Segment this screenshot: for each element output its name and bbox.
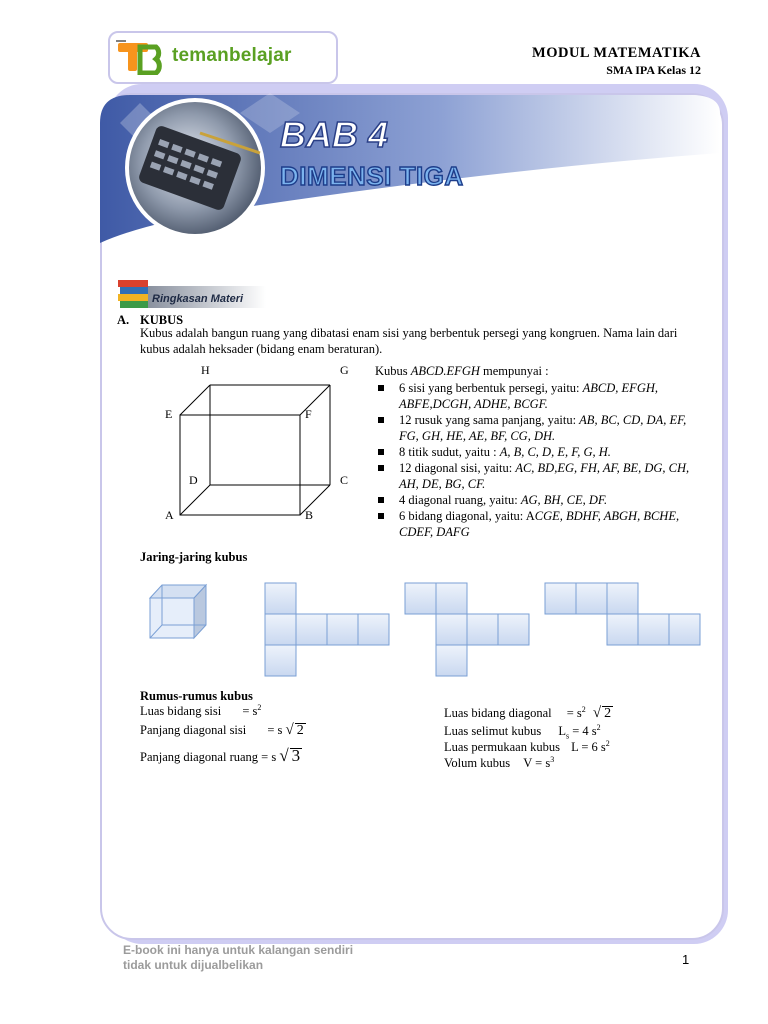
net-1-cell	[296, 614, 327, 645]
list-item	[375, 412, 695, 444]
formulas-title: Rumus-rumus kubus	[140, 689, 253, 703]
formula-luas-selimut	[444, 723, 601, 741]
net-1-cell	[265, 614, 296, 645]
list-item	[375, 444, 695, 460]
formula-volum	[444, 755, 554, 771]
net-2-cell	[405, 583, 436, 614]
net-2-cell	[436, 583, 467, 614]
formula-label: Luas bidang diagonal	[444, 706, 552, 721]
item-values: AC, BD,EG, FH, AF, BE, DG, CH, AH, DE, BG, CF.	[399, 461, 690, 491]
formula-rest: = 4 s	[569, 724, 597, 739]
net-2-cell	[467, 614, 498, 645]
formula-exponent: 2	[596, 723, 601, 732]
vertex-label-d: D	[189, 473, 198, 487]
formula-exponent: 3	[550, 755, 555, 764]
footer-line: E-book ini hanya untuk kalangan sendiri	[123, 943, 354, 957]
transparent-cube-icon	[150, 585, 206, 638]
formula-label: Panjang diagonal sisi	[140, 723, 247, 737]
page-number: 1	[682, 952, 690, 967]
vertex-label-a: A	[165, 508, 174, 522]
list-item	[375, 508, 695, 540]
formula-value: L	[558, 724, 566, 739]
net-3-cell	[669, 614, 700, 645]
vertex-label-h: H	[201, 363, 210, 377]
formula-value: L = 6 s	[571, 740, 606, 755]
intro-suffix: mempunyai :	[479, 364, 549, 378]
item-values: CGE, BDHF, ABGH, BCHE, CDEF, DAFG	[399, 509, 680, 539]
formula-value: = s	[267, 723, 283, 737]
badge-label: Ringkasan Materi	[152, 293, 244, 305]
net-1-cell	[265, 645, 296, 676]
formula-panjang-diagonal-sisi	[140, 722, 306, 739]
vertex-label-c: C	[340, 473, 349, 487]
list-item	[375, 380, 695, 412]
net-3-cell	[607, 614, 638, 645]
formula-label: Luas bidang sisi	[140, 704, 222, 719]
cube-diagram	[155, 360, 365, 525]
chapter-number: BAB 4	[280, 114, 389, 155]
vertex-label-b: B	[305, 508, 314, 522]
formula-label: Luas selimut kubus	[444, 724, 542, 739]
formula-exponent: 2	[257, 703, 262, 712]
formula-radicand: 3	[291, 746, 301, 765]
chapter-banner	[100, 93, 720, 243]
vertex-label-e: E	[165, 407, 173, 421]
formula-luas-bidang-diagonal	[444, 705, 613, 722]
item-text: 12 diagonal sisi, yaitu:	[399, 461, 516, 475]
section-title: KUBUS	[140, 313, 184, 327]
formula-exponent: 2	[581, 705, 586, 714]
net-3-cell	[545, 583, 576, 614]
list-item	[375, 460, 695, 492]
module-header	[532, 45, 701, 78]
sqrt-icon: √	[279, 746, 289, 765]
net-3-cell	[638, 614, 669, 645]
formula-radicand: 2	[296, 723, 304, 738]
item-values: A, B, C, D, E, F, G, H.	[499, 445, 611, 459]
tb-logo-mark-icon	[116, 39, 172, 75]
cube-name: ABCD.EFGH	[410, 364, 480, 378]
section-letter: A.	[117, 313, 130, 327]
item-text: 6 bidang diagonal, yaitu: A	[399, 509, 535, 523]
item-values: AB, BC, CD, DA, EF, FG, GH, HE, AE, BF, CG, DH.	[399, 413, 687, 443]
item-text: 4 diagonal ruang, yaitu:	[399, 493, 521, 507]
sqrt-icon: √	[285, 722, 294, 738]
formula-exponent: 2	[605, 739, 610, 748]
net-1-cell	[265, 583, 296, 614]
logo	[108, 31, 338, 84]
net-2-cell	[436, 645, 467, 676]
formula-luas-permukaan	[444, 739, 610, 755]
formula-value: V = s	[523, 756, 551, 771]
net-3-cell	[576, 583, 607, 614]
item-values: ABCD, EFGH, ABFE,DCGH, ADHE, BCGF.	[399, 381, 658, 411]
formula-label: Volum kubus	[444, 756, 511, 771]
item-text: 6 sisi yang berbentuk persegi, yaitu:	[399, 381, 583, 395]
list-item	[375, 492, 695, 508]
formula-value: = s	[566, 706, 582, 721]
chapter-title: DIMENSI TIGA	[280, 161, 464, 191]
cube-nets-diagram	[140, 578, 710, 688]
footer-line: tidak untuk dijualbelikan	[123, 958, 264, 972]
intro-prefix: Kubus	[375, 364, 411, 378]
nets-title: Jaring-jaring kubus	[140, 550, 248, 564]
module-subtitle: SMA IPA Kelas 12	[606, 63, 701, 77]
module-title: MODUL MATEMATIKA	[532, 45, 701, 61]
formula-luas-bidang-sisi	[140, 703, 261, 719]
net-3-cell	[607, 583, 638, 614]
item-text: 8 titik sudut, yaitu :	[399, 445, 500, 459]
net-1-cell	[358, 614, 389, 645]
logo-text: temanbelajar	[172, 45, 292, 66]
formula-label: Panjang diagonal ruang = s	[140, 750, 277, 764]
properties-intro	[375, 364, 549, 379]
vertex-label-f: F	[305, 407, 312, 421]
formula-radicand: 2	[604, 706, 612, 722]
net-2-cell	[436, 614, 467, 645]
section-description: Kubus adalah bangun ruang yang dibatasi enam sisi yang berbentuk persegi yang kongruen. Nama lain dari kubus adalah heksader (bidang enam beraturan).	[140, 326, 678, 356]
vertex-label-g: G	[340, 363, 349, 377]
formula-panjang-diagonal-ruang	[140, 746, 302, 766]
item-text: 12 rusuk yang sama panjang, yaitu:	[399, 413, 580, 427]
properties-list	[375, 380, 695, 540]
net-1-cell	[327, 614, 358, 645]
sqrt-icon: √	[592, 705, 602, 722]
item-values: AG, BH, CE, DF.	[520, 493, 608, 507]
net-2-cell	[498, 614, 529, 645]
formula-label: Luas permukaan kubus	[444, 740, 560, 755]
ringkasan-materi-badge	[116, 276, 266, 314]
books-icon	[118, 280, 148, 308]
formula-subscript: s	[565, 731, 570, 741]
formula-value: = s	[242, 704, 258, 719]
footer-note	[123, 943, 353, 973]
